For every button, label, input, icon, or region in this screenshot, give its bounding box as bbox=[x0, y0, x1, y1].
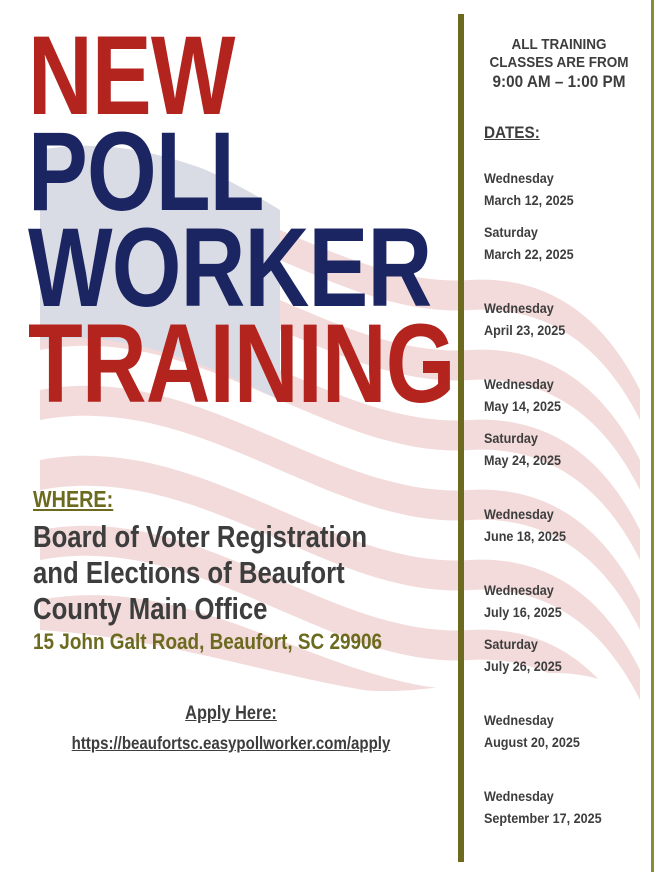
date-day: Wednesday bbox=[484, 506, 554, 522]
date-value: September 17, 2025 bbox=[484, 810, 602, 826]
date-day: Wednesday bbox=[484, 300, 554, 316]
date-item bbox=[484, 785, 615, 829]
date-item bbox=[484, 373, 570, 417]
date-item bbox=[484, 427, 570, 471]
date-value: July 16, 2025 bbox=[484, 604, 562, 620]
date-day: Saturday bbox=[484, 636, 538, 652]
hours-time: 9:00 AM – 1:00 PM bbox=[492, 72, 626, 91]
date-day: Saturday bbox=[484, 224, 538, 240]
location-section bbox=[33, 486, 439, 655]
apply-label: Apply Here: bbox=[185, 703, 277, 724]
headline-new: NEW bbox=[28, 13, 235, 138]
venue-name bbox=[33, 519, 370, 627]
class-hours bbox=[474, 36, 644, 92]
date-day: Saturday bbox=[484, 430, 538, 446]
hours-line: ALL TRAINING bbox=[511, 36, 607, 53]
date-value: May 14, 2025 bbox=[484, 398, 562, 414]
dates-heading: DATES: bbox=[484, 123, 540, 142]
date-item bbox=[484, 709, 591, 753]
date-item bbox=[484, 579, 570, 623]
headline-training: TRAINING bbox=[28, 301, 455, 426]
date-value: June 18, 2025 bbox=[484, 528, 566, 544]
date-day: Wednesday bbox=[484, 788, 554, 804]
venue-line: Board of Voter Registration bbox=[33, 519, 368, 554]
date-value: May 24, 2025 bbox=[484, 452, 562, 468]
date-item bbox=[484, 221, 584, 265]
date-item bbox=[484, 503, 575, 547]
headline-worker: WORKER bbox=[28, 205, 432, 330]
venue-address: 15 John Galt Road, Beaufort, SC 29906 bbox=[33, 629, 383, 654]
venue-line: and Elections of Beaufort bbox=[33, 555, 345, 590]
hours-line: CLASSES ARE FROM bbox=[489, 54, 629, 71]
date-value: April 23, 2025 bbox=[484, 322, 566, 338]
where-label: WHERE: bbox=[33, 486, 114, 512]
headline bbox=[28, 13, 455, 426]
date-item bbox=[484, 633, 570, 677]
apply-section bbox=[30, 703, 432, 754]
date-day: Wednesday bbox=[484, 582, 554, 598]
date-value: July 26, 2025 bbox=[484, 658, 562, 674]
date-day: Wednesday bbox=[484, 712, 554, 728]
date-day: Wednesday bbox=[484, 170, 554, 186]
vertical-divider bbox=[458, 14, 464, 862]
date-item bbox=[484, 167, 584, 211]
date-value: March 12, 2025 bbox=[484, 192, 574, 208]
date-day: Wednesday bbox=[484, 376, 554, 392]
date-item bbox=[484, 297, 574, 341]
date-value: March 22, 2025 bbox=[484, 246, 574, 262]
apply-link[interactable]: https://beaufortsc.easypollworker.com/apply bbox=[71, 733, 391, 753]
headline-poll: POLL bbox=[28, 109, 264, 234]
venue-line: County Main Office bbox=[33, 591, 268, 626]
date-value: August 20, 2025 bbox=[484, 734, 580, 750]
